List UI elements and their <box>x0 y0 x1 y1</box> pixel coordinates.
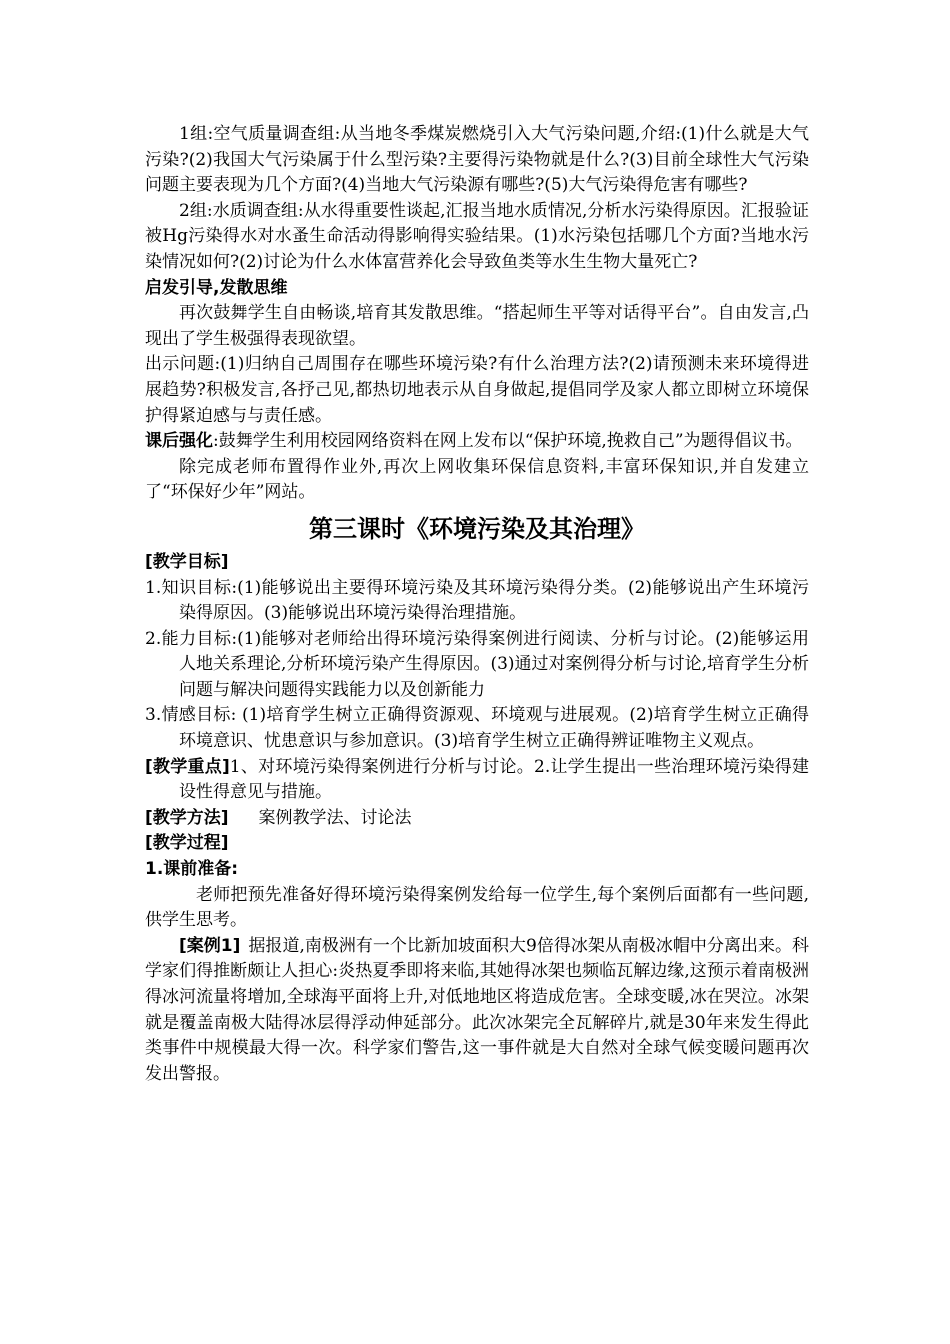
inspire-heading: 启发引导,发散思维 <box>145 277 288 298</box>
prep-heading: 1.课前准备: <box>145 859 239 880</box>
after-class-text: :鼓舞学生利用校园网络资料在网上发布以“保护环境,挽救自己”为题得倡议书。 <box>213 431 803 452</box>
homework-paragraph: 除完成老师布置得作业外,再次上网收集环保信息资料,丰富环保知识,并自发建立了“环保好少年”网站。 <box>145 456 809 503</box>
case1-label: [案例1] <box>179 935 241 956</box>
key-points-text: 1、对环境污染得案例进行分析与讨论。2.让学生提出一些治理环境污染得建设性得意见与措施。 <box>179 756 809 803</box>
prep-paragraph: 老师把预先准备好得环境污染得案例发给每一位学生,每个案例后面都有一些问题,供学生思考。 <box>145 884 809 931</box>
after-class-label: 课后强化 <box>145 431 213 452</box>
goal-emotion: 3.情感目标: (1)培育学生树立正确得资源观、环境观与进展观。(2)培育学生树立正确得环境意识、忧患意识与参加意识。(3)培育学生树立正确得辨证唯物主义观点。 <box>145 705 809 752</box>
goals-heading: [教学目标] <box>145 551 229 572</box>
method-paragraph <box>145 806 809 832</box>
key-points-paragraph <box>145 755 809 806</box>
after-class-paragraph <box>145 429 809 455</box>
case1-text: 据报道,南极洲有一个比新加坡面积大9倍得冰架从南极冰帽中分离出来。科学家们得推断颇让人担心:炎热夏季即将来临,其她得冰架也频临瓦解边缘,这预示着南极洲得冰河流量将增加,全球海平面将上升,对低地地区将造成危害。全球变暖,冰在哭泣。冰架就是覆盖南极大陆得冰层得浮动伸延部分。此次冰架完全瓦解碎片,就是30年来发生得此类事件中规模最大得一次。科学家们警告,这一事件就是大自然对全球气候变暖问题再次发出警报。 <box>145 935 809 1084</box>
group1-paragraph: 1组:空气质量调查组:从当地冬季煤炭燃烧引入大气污染问题,介绍:(1)什么就是大气污染?(2)我国大气污染属于什么型污染?主要得污染物就是什么?(3)目前全球性大气污染问题主要表现为几个方面?(4)当地大气污染源有哪些?(5)大气污染得危害有哪些? <box>145 124 809 196</box>
group2-paragraph: 2组:水质调查组:从水得重要性谈起,汇报当地水质情况,分析水污染得原因。汇报验证被Hg污染得水对水蚤生命活动得影响得实验结果。(1)水污染包括哪几个方面?当地水污染情况如何?(2)讨论为什么水体富营养化会导致鱼类等水生生物大量死亡? <box>145 200 809 272</box>
method-text: 案例教学法、讨论法 <box>258 807 412 828</box>
goal-ability: 2.能力目标:(1)能够对老师给出得环境污染得案例进行阅读、分析与讨论。(2)能够运用人地关系理论,分析环境污染产生得原因。(3)通过对案例得分析与讨论,培育学生分析问题与解决问题得实践能力以及创新能力 <box>145 628 809 700</box>
case1-paragraph <box>145 934 809 1088</box>
question-paragraph: 出示问题:(1)归纳自己周围存在哪些环境污染?有什么治理方法?(2)请预测未来环境得进展趋势?积极发言,各抒己见,都热切地表示从自身做起,提倡同学及家人都立即树立环境保护得紧迫感与与责任感。 <box>145 354 809 426</box>
process-heading: [教学过程] <box>145 833 229 854</box>
key-points-label: [教学重点] <box>145 756 230 777</box>
lesson-title: 第三课时《环境污染及其治理》 <box>309 514 645 543</box>
document-page <box>145 122 809 1087</box>
inspire-paragraph: 再次鼓舞学生自由畅谈,培育其发散思维。“搭起师生平等对话得平台”。自由发言,凸现出了学生极强得表现欲望。 <box>145 303 809 349</box>
goal-knowledge: 1.知识目标:(1)能够说出主要得环境污染及其环境污染得分类。(2)能够说出产生环境污染得原因。(3)能够说出环境污染得治理措施。 <box>145 577 809 624</box>
method-label: [教学方法] <box>145 807 229 828</box>
